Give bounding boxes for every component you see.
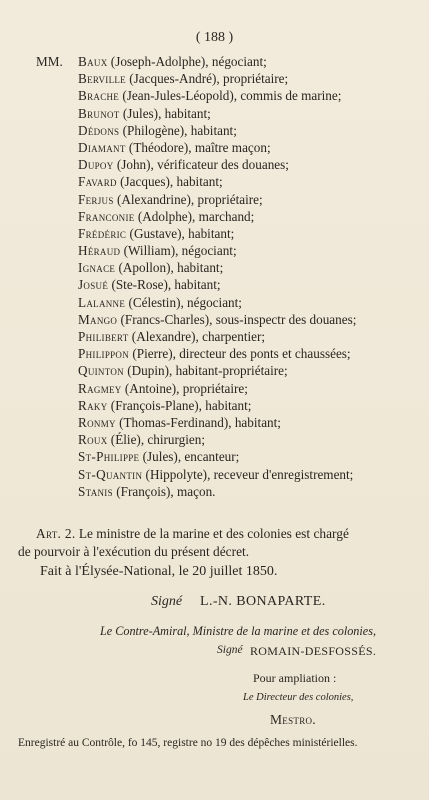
entry-surname: St-Philippe <box>78 449 140 465</box>
entry-details: (Apollon), habitant; <box>118 260 224 276</box>
list-item <box>0 328 429 345</box>
entry-surname: Dupoy <box>78 157 114 173</box>
entry-details: (Jules), habitant; <box>122 105 211 121</box>
entry-surname: Quinton <box>78 363 124 379</box>
entry-surname: Baux <box>78 54 108 69</box>
list-item <box>0 156 429 173</box>
entry-surname: Philippon <box>78 346 130 362</box>
entry-details: (Célestin), négociant; <box>128 294 242 310</box>
list-item <box>0 483 429 500</box>
list-item <box>0 431 429 448</box>
minister-name: ROMAIN-DESFOSSÉS. <box>250 644 377 658</box>
place-date: Fait à l'Élysée-National, le 20 juillet 1850. <box>40 564 278 579</box>
entry-surname: Ronmy <box>78 414 116 430</box>
page-number: ( 188 ) <box>195 30 234 45</box>
entry-surname: Raky <box>78 397 108 413</box>
entry-details: (Ste-Rose), habitant; <box>111 277 221 293</box>
list-item <box>0 294 429 311</box>
entry-surname: Josué <box>78 277 109 293</box>
entry-surname: Favard <box>78 174 117 190</box>
ampliation: Pour ampliation : <box>253 671 337 685</box>
entry-details: (Gustave), habitant; <box>129 225 235 241</box>
entry-surname: Héraud <box>78 243 121 259</box>
entry-details: (Dupin), habitant-propriétaire; <box>127 363 288 379</box>
list-item <box>0 87 429 104</box>
list-item <box>0 173 429 190</box>
list-item <box>0 276 429 293</box>
entry-surname: Mango <box>78 311 118 327</box>
registration-note: Enregistré au Contrôle, fo 145, registre no 19 des dépêches ministérielles. <box>18 737 358 749</box>
list-item <box>0 345 429 362</box>
entry-details: (Francs-Charles), sous-inspectr des douanes; <box>120 311 357 327</box>
entry-surname: Brunot <box>78 105 120 121</box>
entry-details: (Philogène), habitant; <box>122 122 237 138</box>
entry-surname: Lalanne <box>78 294 126 310</box>
entry-details: (Hippolyte), receveur d'enregistrement; <box>145 466 354 482</box>
signe-label: Signé <box>217 644 243 656</box>
list-item <box>0 242 429 259</box>
entry-details: (William), négociant; <box>123 243 237 259</box>
director-title: Le Directeur des colonies, <box>243 692 354 703</box>
list-item <box>0 362 429 379</box>
entry-surname: Roux <box>78 432 108 448</box>
list-item <box>0 259 429 276</box>
list-item <box>0 139 429 156</box>
list-item <box>0 414 429 431</box>
entry-details: (Jean-Jules-Léopold), commis de marine; <box>122 88 342 104</box>
entry-details: (Alexandre), charpentier; <box>131 329 266 344</box>
entry-details: (Thomas-Ferdinand), habitant; <box>119 414 281 430</box>
article-text-line-2: de pourvoir à l'exécution du présent décret. <box>18 544 250 559</box>
signe-label: Signé <box>151 594 183 609</box>
list-item <box>0 448 429 465</box>
name-list <box>0 53 429 500</box>
entry-surname: Brache <box>78 88 120 104</box>
director-name: Mestro. <box>270 712 316 727</box>
list-item <box>0 191 429 208</box>
entry-surname: Diamant <box>78 139 126 155</box>
list-item <box>0 122 429 139</box>
list-item <box>0 208 429 225</box>
entry-details: (John), vérificateur des douanes; <box>116 157 289 173</box>
entry-details: (Jacques-André), propriétaire; <box>129 71 289 87</box>
entry-surname: Ferjus <box>78 191 114 207</box>
entry-details: (François-Plane), habitant; <box>110 397 252 413</box>
list-item <box>0 397 429 414</box>
entry-surname: Franconie <box>78 208 135 224</box>
entry-surname: Berville <box>78 71 126 87</box>
entry-details: (François), maçon. <box>116 483 216 499</box>
list-item <box>0 466 429 483</box>
list-item <box>0 380 429 397</box>
entry-details: (Élie), chirurgien; <box>110 432 206 448</box>
article-label: Art. 2. <box>36 526 76 541</box>
list-item <box>0 70 429 87</box>
entry-surname: Ignace <box>78 260 116 276</box>
entry-details: (Joseph-Adolphe), négociant; <box>110 54 267 69</box>
minister-title: Le Contre-Amiral, Ministre de la marine et des colonies, <box>100 624 376 638</box>
entry-surname: Philibert <box>78 329 129 344</box>
list-item <box>0 105 429 122</box>
signatory-name: L.-N. BONAPARTE. <box>200 594 326 609</box>
entry-details: (Théodore), maître maçon; <box>128 139 271 155</box>
entry-surname: Dédons <box>78 122 120 138</box>
list-item <box>0 53 429 70</box>
article-text-line-1: Le ministre de la marine et des colonies est chargé <box>78 526 349 541</box>
entry-details: (Alexandrine), propriétaire; <box>116 191 263 207</box>
entry-details: (Jacques), habitant; <box>120 174 223 190</box>
list-item <box>0 311 429 328</box>
entry-surname: Frédéric <box>78 225 127 241</box>
entry-details: (Antoine), propriétaire; <box>124 380 248 396</box>
entry-surname: Stanis <box>78 483 113 499</box>
entry-details: (Jules), encanteur; <box>142 449 240 465</box>
list-prefix: MM. <box>36 54 63 69</box>
entry-details: (Pierre), directeur des ponts et chaussées; <box>132 346 351 362</box>
entry-surname: Ragmey <box>78 380 122 396</box>
list-item <box>0 225 429 242</box>
entry-details: (Adolphe), marchand; <box>137 208 255 224</box>
entry-surname: St-Quantin <box>78 466 143 482</box>
